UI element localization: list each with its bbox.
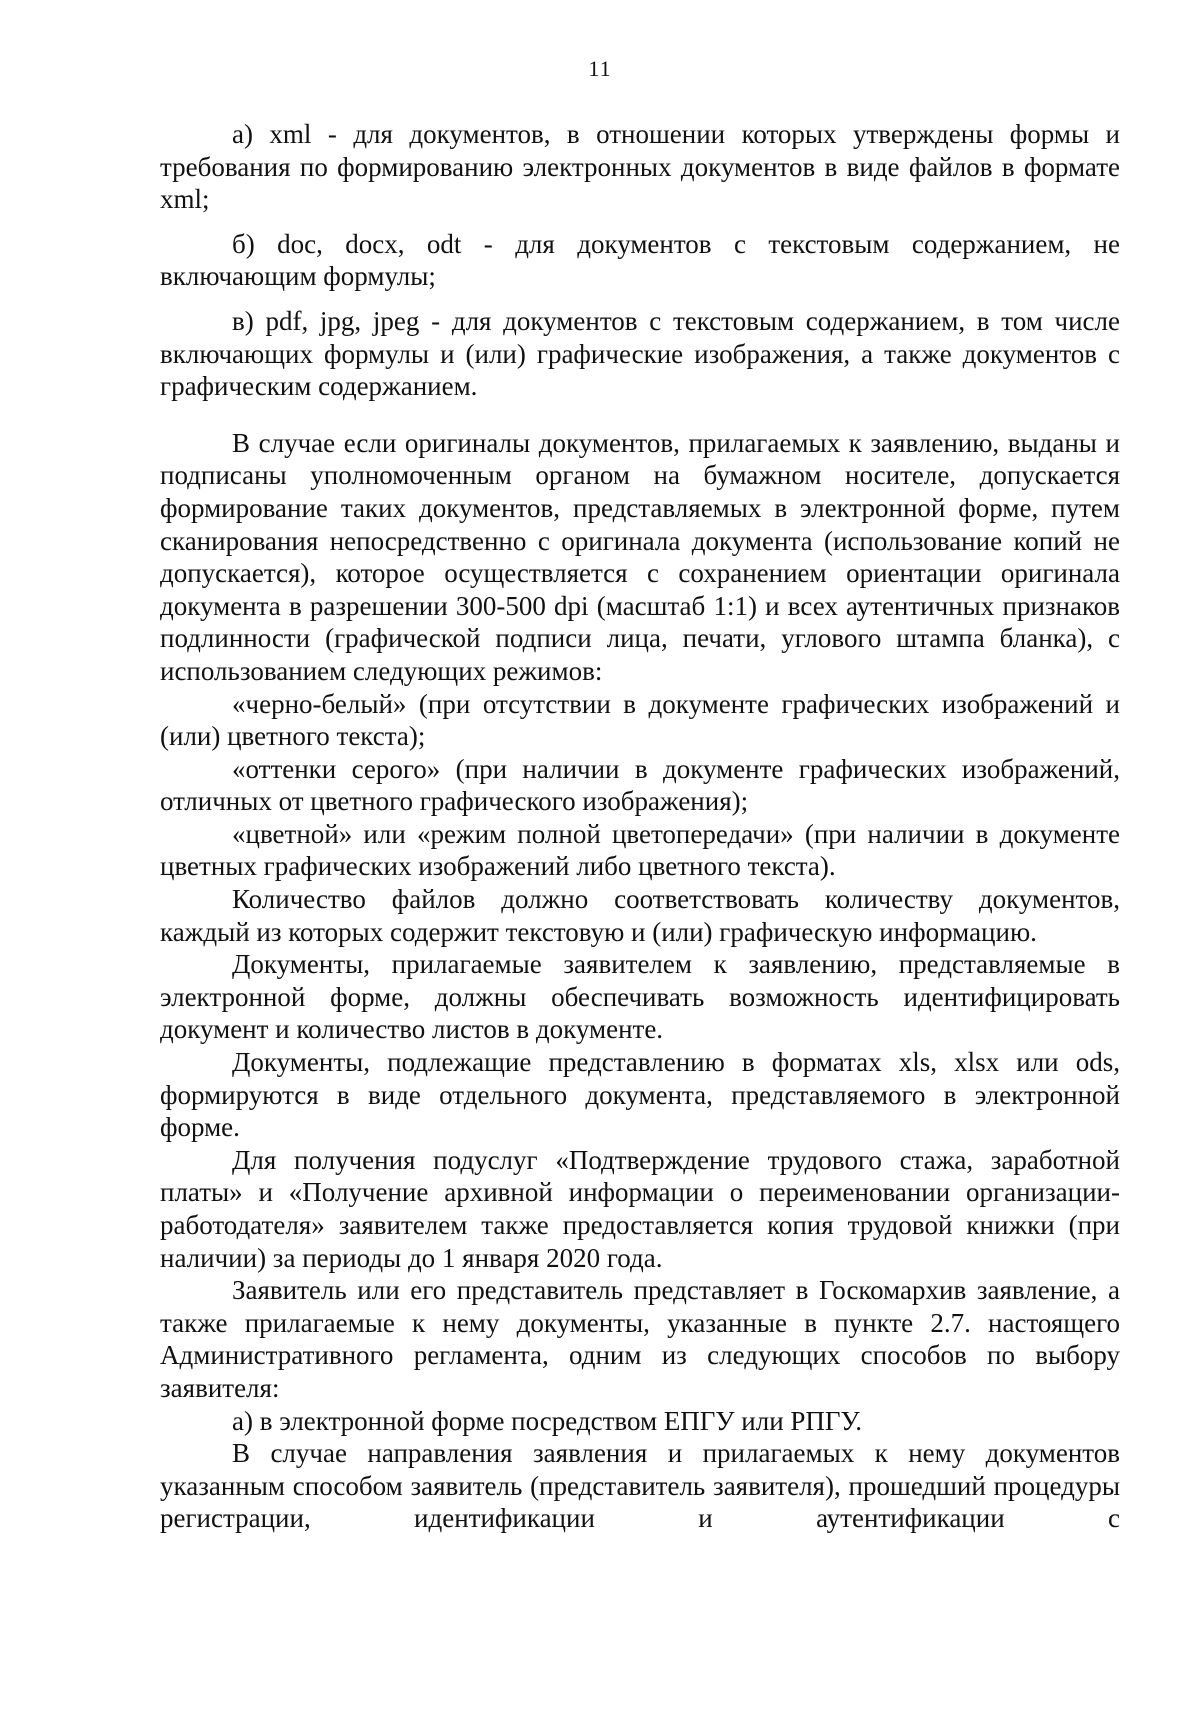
paragraph-scanning-requirements: В случае если оригиналы документов, прилагаемых к заявлению, выданы и подписаны уполномоченным органом на бумажном носителе, допускается формирование таких документов, представляемых в электронной форме, путем сканирования непосредственно с оригинала документа (использование копий не допускается), которое осуществляется с сохранением ориентации оригинала документа в разрешении 300-500 dpi (масштаб 1:1) и всех аутентичных признаков подлинности (графической подписи лица, печати, углового штампа бланка), с использованием следующих режимов: xyxy=(160,427,1120,686)
paragraph-mode-color: «цветной» или «режим полной цветопередачи» (при наличии в документе цветных графических изображений либо цветного текста). xyxy=(160,818,1120,882)
paragraph-format-xml: а) xml - для документов, в отношении которых утверждены формы и требования по формированию электронных документов в виде файлов в формате xml; xyxy=(160,119,1120,215)
paragraph-format-doc: б) doc, docx, odt - для документов с текстовым содержанием, не включающим формулы; xyxy=(160,228,1120,292)
page-number: 11 xyxy=(588,56,612,81)
paragraph-authentication: В случае направления заявления и прилагаемых к нему документов указанным способом заявитель (представитель заявителя), прошедший процедуры регистрации, идентификации и аутентификации с xyxy=(160,1438,1120,1534)
paragraph-file-count: Количество файлов должно соответствовать количеству документов, каждый из которых содержит текстовую и (или) графическую информацию. xyxy=(160,884,1120,947)
paragraph-format-pdf: в) pdf, jpg, jpeg - для документов с текстовым содержанием, в том числе включающих формулы и (или) графические изображения, а также документов с графическим содержанием. xyxy=(160,305,1120,402)
paragraph-employment-record: Для получения подуслуг «Подтверждение трудового стажа, заработной платы» и «Получение архивной информации о переименовании организации-работодателя» заявителем также предоставляется копия трудовой книжки (при наличии) за периоды до 1 января 2020 года. xyxy=(160,1144,1120,1273)
paragraph-spreadsheet-formats: Документы, подлежащие представлению в форматах xls, xlsx или ods, формируются в виде отдельного документа, представляемого в электронной форме. xyxy=(160,1047,1120,1143)
document-body xyxy=(160,118,1120,1535)
paragraph-identification: Документы, прилагаемые заявителем к заявлению, представляемые в электронной форме, должны обеспечивать возможность идентифицировать документ и количество листов в документе. xyxy=(160,949,1120,1045)
paragraph-electronic-submission: а) в электронной форме посредством ЕПГУ или РПГУ. xyxy=(232,1405,862,1436)
paragraph-mode-grayscale: «оттенки серого» (при наличии в документе графических изображений, отличных от цветного графического изображения); xyxy=(160,753,1120,817)
paragraph-submission-methods: Заявитель или его представитель представляет в Госкомархив заявление, а также прилагаемые к нему документы, указанные в пункте 2.7. настоящего Административного регламента, одним из следующих способов по выбору заявителя: xyxy=(160,1275,1120,1403)
paragraph-mode-black-white: «черно-белый» (при отсутствии в документе графических изображений и (или) цветного текста); xyxy=(160,688,1120,752)
